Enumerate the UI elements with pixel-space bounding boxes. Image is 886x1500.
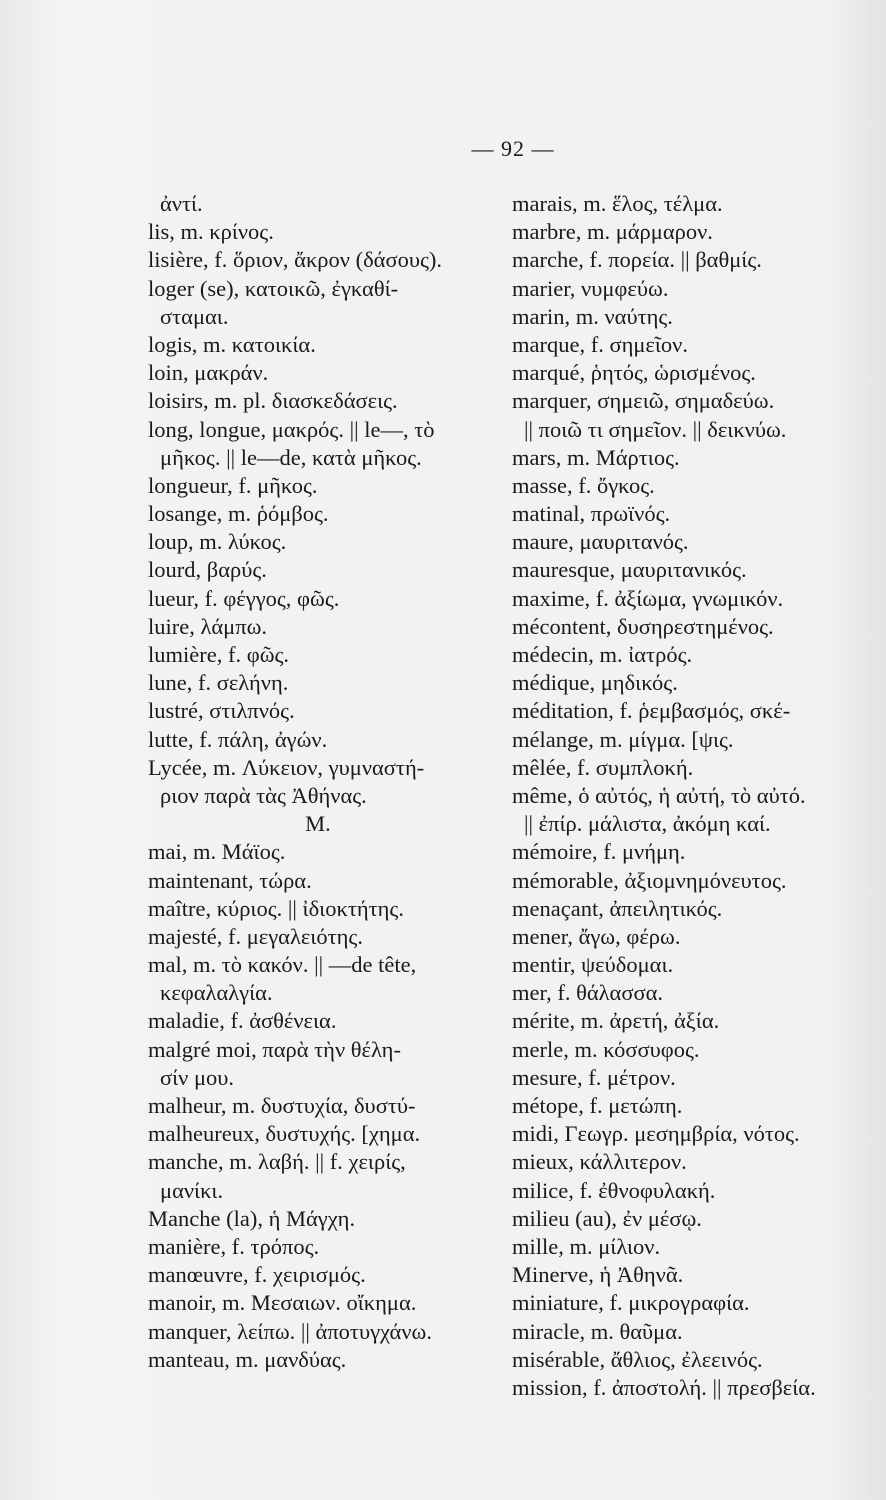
- dictionary-entry-line: mêlée, f. συμπλοκή.: [512, 754, 694, 780]
- dictionary-entry-line: marin, m. ναύτης.: [512, 303, 673, 329]
- left-column: [148, 190, 488, 1374]
- dictionary-entry-line: médecin, m. ἰατρός.: [512, 642, 693, 667]
- dictionary-entry-line: malheureux, δυστυχής. [χημα.: [148, 1121, 421, 1147]
- dictionary-entry-line: maître, κύριος. || ἰδιοκτήτης.: [148, 895, 404, 921]
- dictionary-entry-line: malgré moi, παρὰ τὴν θέλη-: [148, 1036, 401, 1062]
- dictionary-entry-line: lustré, στιλπνός.: [148, 698, 295, 724]
- dictionary-entry-line: mentir, ψεύδομαι.: [512, 952, 674, 978]
- dictionary-entry-line: logis, m. κατοικία.: [148, 331, 316, 357]
- dictionary-entry-line: M.: [305, 811, 331, 837]
- dictionary-entry-line: κεφαλαλγία.: [160, 980, 273, 1006]
- dictionary-entry-line: mission, f. ἀποστολή. || πρεσβεία.: [512, 1374, 816, 1400]
- dictionary-entry-line: lisière, f. ὅριον, ἄκρον (δάσους).: [148, 247, 443, 273]
- right-column: [512, 190, 864, 1402]
- dictionary-entry-line: marque, f. σημεῖον.: [512, 331, 688, 357]
- dictionary-entry-line: lueur, f. φέγγος, φῶς.: [148, 585, 340, 611]
- dictionary-entry-line: marquer, σημειῶ, σημαδεύω.: [512, 388, 775, 414]
- dictionary-entry-line: merle, m. κόσσυφος.: [512, 1036, 700, 1062]
- dictionary-entry-line: σταμαι.: [160, 303, 229, 329]
- dictionary-entry-line: malheur, m. δυστυχία, δυστύ-: [148, 1093, 416, 1118]
- dictionary-entry-line: lis, m. κρίνος.: [148, 219, 274, 245]
- dictionary-entry-line: μανίκι.: [160, 1177, 224, 1203]
- dictionary-entry-line: manoir, m. Μεσαιων. οἴκημα.: [148, 1290, 417, 1316]
- dictionary-entry-line: mal, m. τὸ κακόν. || —de tête,: [148, 952, 417, 978]
- dictionary-entry-line: || ἐπίρ. μάλιστα, ἀκόμη καί.: [524, 811, 771, 837]
- dictionary-entry-line: masse, f. ὄγκος.: [512, 472, 655, 498]
- dictionary-entry-line: médique, μηδικός.: [512, 670, 678, 696]
- dictionary-entry-line: long, longue, μακρός. || le—, τὸ: [148, 416, 435, 442]
- dictionary-entry-line: manteau, m. μανδύας.: [148, 1346, 347, 1372]
- dictionary-entry-line: ριον παρὰ τὰς Ἀθήνας.: [160, 782, 367, 808]
- dictionary-entry-line: mieux, κάλλιτερον.: [512, 1149, 687, 1175]
- dictionary-entry-line: lourd, βαρύς.: [148, 557, 267, 583]
- dictionary-entry-line: miniature, f. μικρογραφία.: [512, 1290, 750, 1316]
- dictionary-entry-line: métope, f. μετώπη.: [512, 1093, 683, 1118]
- dictionary-entry-line: maintenant, τώρα.: [148, 867, 312, 893]
- dictionary-entry-line: || ποιῶ τι σημεῖον. || δεικνύω.: [524, 416, 787, 442]
- dictionary-entry-line: mémorable, ἀξιομνημόνευτος.: [512, 867, 787, 893]
- dictionary-entry-line: menaçant, ἀπειλητικός.: [512, 895, 723, 921]
- dictionary-entry-line: marqué, ῥητός, ὡρισμένος.: [512, 360, 756, 386]
- dictionary-entry-line: loger (se), κατοικῶ, ἐγκαθί-: [148, 275, 399, 301]
- dictionary-entry-line: miracle, m. θαῦμα.: [512, 1318, 683, 1344]
- dictionary-entry-line: mécontent, δυσηρεστημένος.: [512, 613, 774, 639]
- dictionary-entry-line: maxime, f. ἀξίωμα, γνωμικόν.: [512, 585, 784, 611]
- dictionary-entry-line: manière, f. τρόπος.: [148, 1233, 320, 1259]
- dictionary-entry-line: manche, m. λαβή. || f. χειρίς,: [148, 1149, 406, 1175]
- dictionary-entry-line: maladie, f. ἀσθένεια.: [148, 1008, 337, 1034]
- dictionary-entry-line: mars, m. Μάρτιος.: [512, 444, 680, 470]
- dictionary-entry-line: milieu (au), ἐν μέσῳ.: [512, 1205, 702, 1231]
- dictionary-entry-line: mauresque, μαυριτανικός.: [512, 557, 747, 583]
- dictionary-entry-line: maure, μαυριτανός.: [512, 529, 689, 555]
- dictionary-entry-line: loin, μακράν.: [148, 360, 269, 386]
- dictionary-entry-line: Manche (la), ἡ Μάγχη.: [148, 1205, 356, 1231]
- dictionary-entry-line: mérite, m. ἀρετή, ἀξία.: [512, 1008, 720, 1034]
- dictionary-entry-line: marche, f. πορεία. || βαθμίς.: [512, 247, 762, 273]
- dictionary-entry-line: mélange, m. μίγμα. [ψις.: [512, 726, 734, 752]
- dictionary-entry-line: mai, m. Μάϊος.: [148, 839, 286, 865]
- dictionary-entry-line: luire, λάμπω.: [148, 613, 268, 639]
- dictionary-entry-line: mesure, f. μέτρον.: [512, 1064, 676, 1090]
- dictionary-entry-line: mer, f. θάλασσα.: [512, 980, 664, 1006]
- dictionary-entry-line: marais, m. ἕλος, τέλμα.: [512, 191, 723, 216]
- dictionary-entry-line: marier, νυμφεύω.: [512, 275, 669, 301]
- dictionary-entry-line: loisirs, m. pl. διασκεδάσεις.: [148, 388, 398, 414]
- dictionary-entry-line: lutte, f. πάλη, ἀγών.: [148, 726, 328, 752]
- dictionary-entry-line: manquer, λείπω. || ἀποτυγχάνω.: [148, 1318, 432, 1344]
- dictionary-entry-line: misérable, ἄθλιος, ἐλεεινός.: [512, 1346, 763, 1372]
- dictionary-entry-line: loup, m. λύκος.: [148, 529, 287, 555]
- dictionary-entry-line: matinal, πρωϊνός.: [512, 501, 671, 527]
- dictionary-entry-line: mémoire, f. μνήμη.: [512, 839, 686, 865]
- dictionary-entry-line: ἀντί.: [160, 191, 203, 216]
- dictionary-entry-line: manœuvre, f. χειρισμός.: [148, 1262, 366, 1288]
- dictionary-entry-line: midi, Γεωγρ. μεσημβρία, νότος.: [512, 1121, 800, 1147]
- page-number: — 92 —: [471, 136, 555, 161]
- dictionary-entry-line: lumière, f. φῶς.: [148, 642, 290, 667]
- dictionary-entry-line: mener, ἄγω, φέρω.: [512, 923, 681, 949]
- dictionary-entry-line: méditation, f. ῥεμβασμός, σκέ-: [512, 698, 791, 724]
- dictionary-entry-line: Minerve, ἡ Ἀθηνᾶ.: [512, 1262, 684, 1288]
- dictionary-entry-line: majesté, f. μεγαλειότης.: [148, 923, 363, 949]
- dictionary-entry-line: marbre, m. μάρμαρον.: [512, 219, 713, 245]
- dictionary-entry-line: lune, f. σελήνη.: [148, 670, 289, 696]
- dictionary-entry-line: Lycée, m. Λύκειον, γυμναστή-: [148, 754, 425, 780]
- dictionary-entry-line: μῆκος. || le—de, κατὰ μῆκος.: [160, 444, 422, 470]
- dictionary-entry-line: σίν μου.: [160, 1064, 235, 1090]
- dictionary-entry-line: losange, m. ῥόμβος.: [148, 501, 329, 527]
- dictionary-entry-line: longueur, f. μῆκος.: [148, 472, 318, 498]
- dictionary-entry-line: milice, f. ἐθνοφυλακή.: [512, 1177, 716, 1203]
- dictionary-entry-line: mille, m. μίλιον.: [512, 1233, 661, 1259]
- dictionary-entry-line: même, ὁ αὐτός, ἡ αὐτή, τὸ αὐτό.: [512, 782, 806, 808]
